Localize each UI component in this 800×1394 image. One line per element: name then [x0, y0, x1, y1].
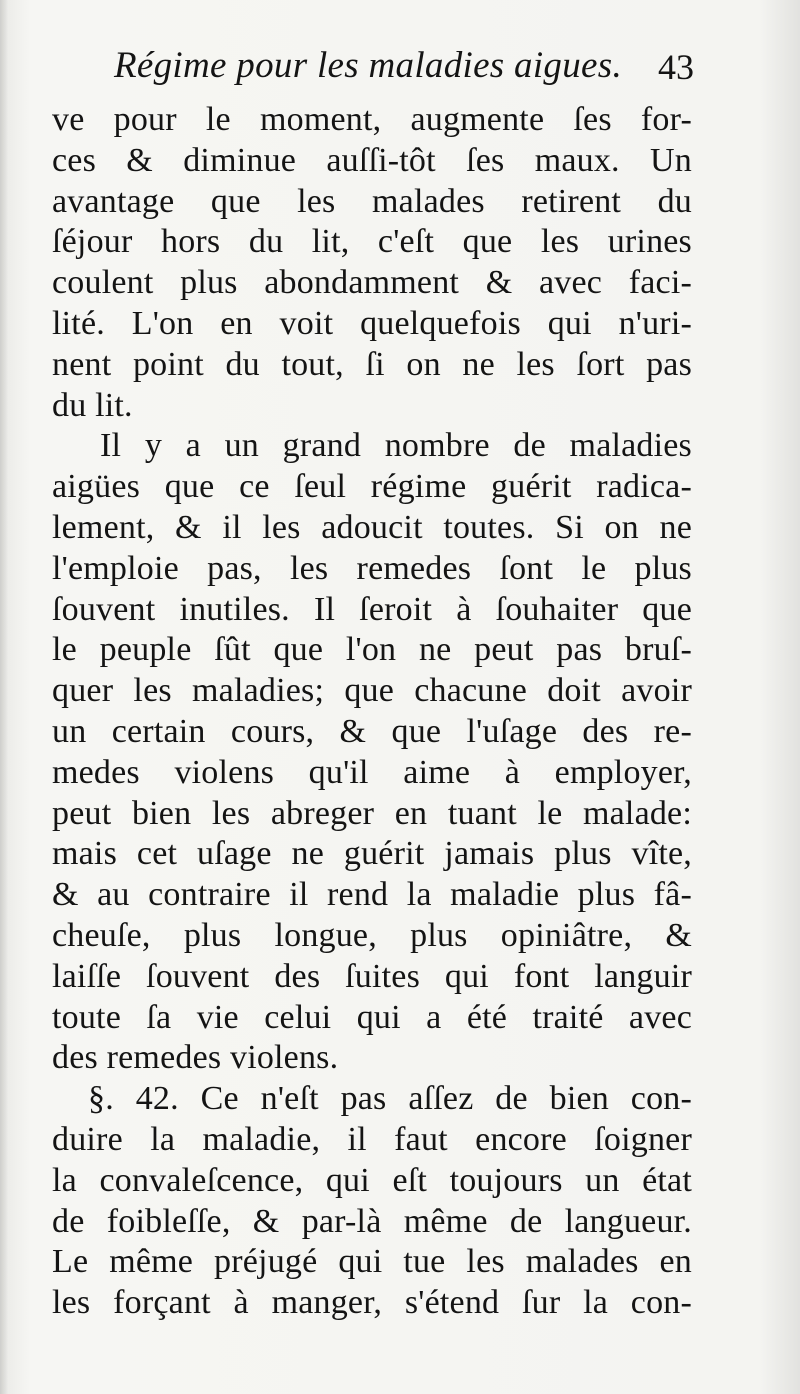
paragraph-start-line: Il y a un grand nombre de maladies — [100, 427, 692, 465]
text-line: cheuſe, plus longue, plus opiniâtre, & — [52, 916, 692, 954]
text-line: la convaleſcence, qui eſt toujours un état — [52, 1161, 692, 1199]
text-line: mais cet uſage ne guérit jamais plus vîte, — [52, 835, 692, 873]
page-header — [54, 44, 694, 100]
text-line: lité. L'on en voit quelquefois qui n'uri- — [52, 304, 692, 342]
text-line: nent point du tout, ſi on ne les ſort pas — [52, 345, 692, 383]
text-line: medes violens qu'il aime à employer, — [52, 753, 692, 791]
text-line: le peuple ſût que l'on ne peut pas bruſ- — [52, 631, 692, 669]
text-line: toute ſa vie celui qui a été traité avec — [52, 998, 692, 1036]
text-line: ſouvent inutiles. Il ſeroit à ſouhaiter que — [52, 590, 692, 628]
text-line: peut bien les abreger en tuant le malade: — [52, 794, 692, 832]
text-line: quer les maladies; que chacune doit avoir — [52, 672, 692, 710]
text-line: lement, & il les adoucit toutes. Si on ne — [52, 508, 692, 546]
scan-edge-shadow — [0, 0, 8, 1394]
text-line: & au contraire il rend la maladie plus fâ- — [52, 876, 692, 914]
text-line: ſéjour hors du lit, c'eſt que les urines — [52, 223, 692, 261]
text-line: de foibleſſe, & par-là même de langueur. — [52, 1202, 692, 1240]
text-line: l'emploie pas, les remedes ſont le plus — [52, 549, 692, 587]
running-head: Régime pour les maladies aigues. — [114, 45, 622, 86]
text-line: des remedes violens. — [52, 1039, 339, 1077]
text-line: aigües que ce ſeul régime guérit radica- — [52, 468, 692, 506]
text-line: avantage que les malades retirent du — [52, 182, 692, 220]
text-line: un certain cours, & que l'uſage des re- — [52, 712, 692, 750]
section-start-line: §. 42. Ce n'eſt pas aſſez de bien con- — [88, 1080, 692, 1118]
text-line: ces & diminue auſſi-tôt ſes maux. Un — [52, 141, 692, 179]
text-line: ve pour le moment, augmente ſes for- — [52, 101, 692, 138]
text-line: Le même préjugé qui tue les malades en — [52, 1243, 692, 1281]
text-line: coulent plus abondamment & avec faci- — [52, 264, 692, 302]
page-number: 43 — [658, 47, 694, 87]
text-line: les forçant à manger, s'étend ſur la con- — [52, 1284, 692, 1322]
text-line: du lit. — [52, 386, 133, 424]
text-line: laiſſe ſouvent des ſuites qui font languir — [52, 957, 692, 995]
text-line: duire la maladie, il faut encore ſoigner — [52, 1120, 692, 1158]
body-text — [52, 100, 692, 1324]
